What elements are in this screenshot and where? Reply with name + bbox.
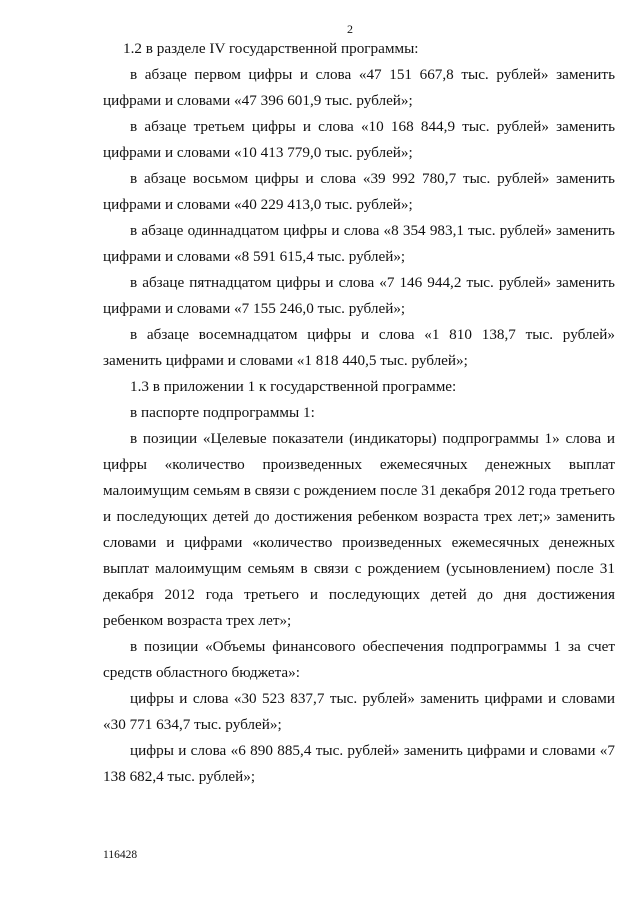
amendment-paragraph: в позиции «Объемы финансового обеспечения подпрограммы 1 за счет средств областного бюджета»:: [103, 638, 615, 681]
amendment-paragraph: цифры и слова «6 890 885,4 тыс. рублей» заменить цифрами и словами «7 138 682,4 тыс. рублей»;: [103, 742, 615, 785]
section-heading-1-3: 1.3 в приложении 1 к государственной программе:: [130, 378, 457, 395]
section-heading-1-2: 1.2 в разделе IV государственной программы:: [123, 40, 419, 57]
amendment-paragraph: цифры и слова «30 523 837,7 тыс. рублей» заменить цифрами и словами «30 771 634,7 тыс. рублей»;: [103, 690, 615, 733]
subsection-heading: в паспорте подпрограммы 1:: [130, 404, 315, 421]
amendment-paragraph: в абзаце восемнадцатом цифры и слова «1 810 138,7 тыс. рублей» заменить цифрами и словами «1 818 440,5 тыс. рублей»;: [103, 326, 615, 369]
amendment-paragraph: в абзаце третьем цифры и слова «10 168 844,9 тыс. рублей» заменить цифрами и словами «10 413 779,0 тыс. рублей»;: [103, 118, 615, 161]
document-code: 116428: [103, 849, 138, 861]
page-number: 2: [347, 22, 353, 36]
amendment-paragraph: в абзаце восьмом цифры и слова «39 992 780,7 тыс. рублей» заменить цифрами и словами «40 229 413,0 тыс. рублей»;: [103, 170, 615, 213]
amendment-paragraph: в абзаце первом цифры и слова «47 151 667,8 тыс. рублей» заменить цифрами и словами «47 396 601,9 тыс. рублей»;: [103, 66, 615, 109]
document-body: [103, 36, 615, 790]
amendment-paragraph: в позиции «Целевые показатели (индикаторы) подпрограммы 1» слова и цифры «количество произведенных ежемесячных денежных выплат малоимущим семьям в связи с рождением после 31 декабря 2012 года третьего и последующих детей до достижения ребенком возраста трех лет;» заменить словами и цифрами «количество произведенных ежемесячных денежных выплат малоимущим семьям в связи с рождением (усыновлением) после 31 декабря 2012 года третьего и последующих детей до дня достижения ребенком возраста трех лет»;: [103, 430, 615, 629]
amendment-paragraph: в абзаце одиннадцатом цифры и слова «8 354 983,1 тыс. рублей» заменить цифрами и словами «8 591 615,4 тыс. рублей»;: [103, 222, 615, 265]
amendment-paragraph: в абзаце пятнадцатом цифры и слова «7 146 944,2 тыс. рублей» заменить цифрами и словами «7 155 246,0 тыс. рублей»;: [103, 274, 615, 317]
